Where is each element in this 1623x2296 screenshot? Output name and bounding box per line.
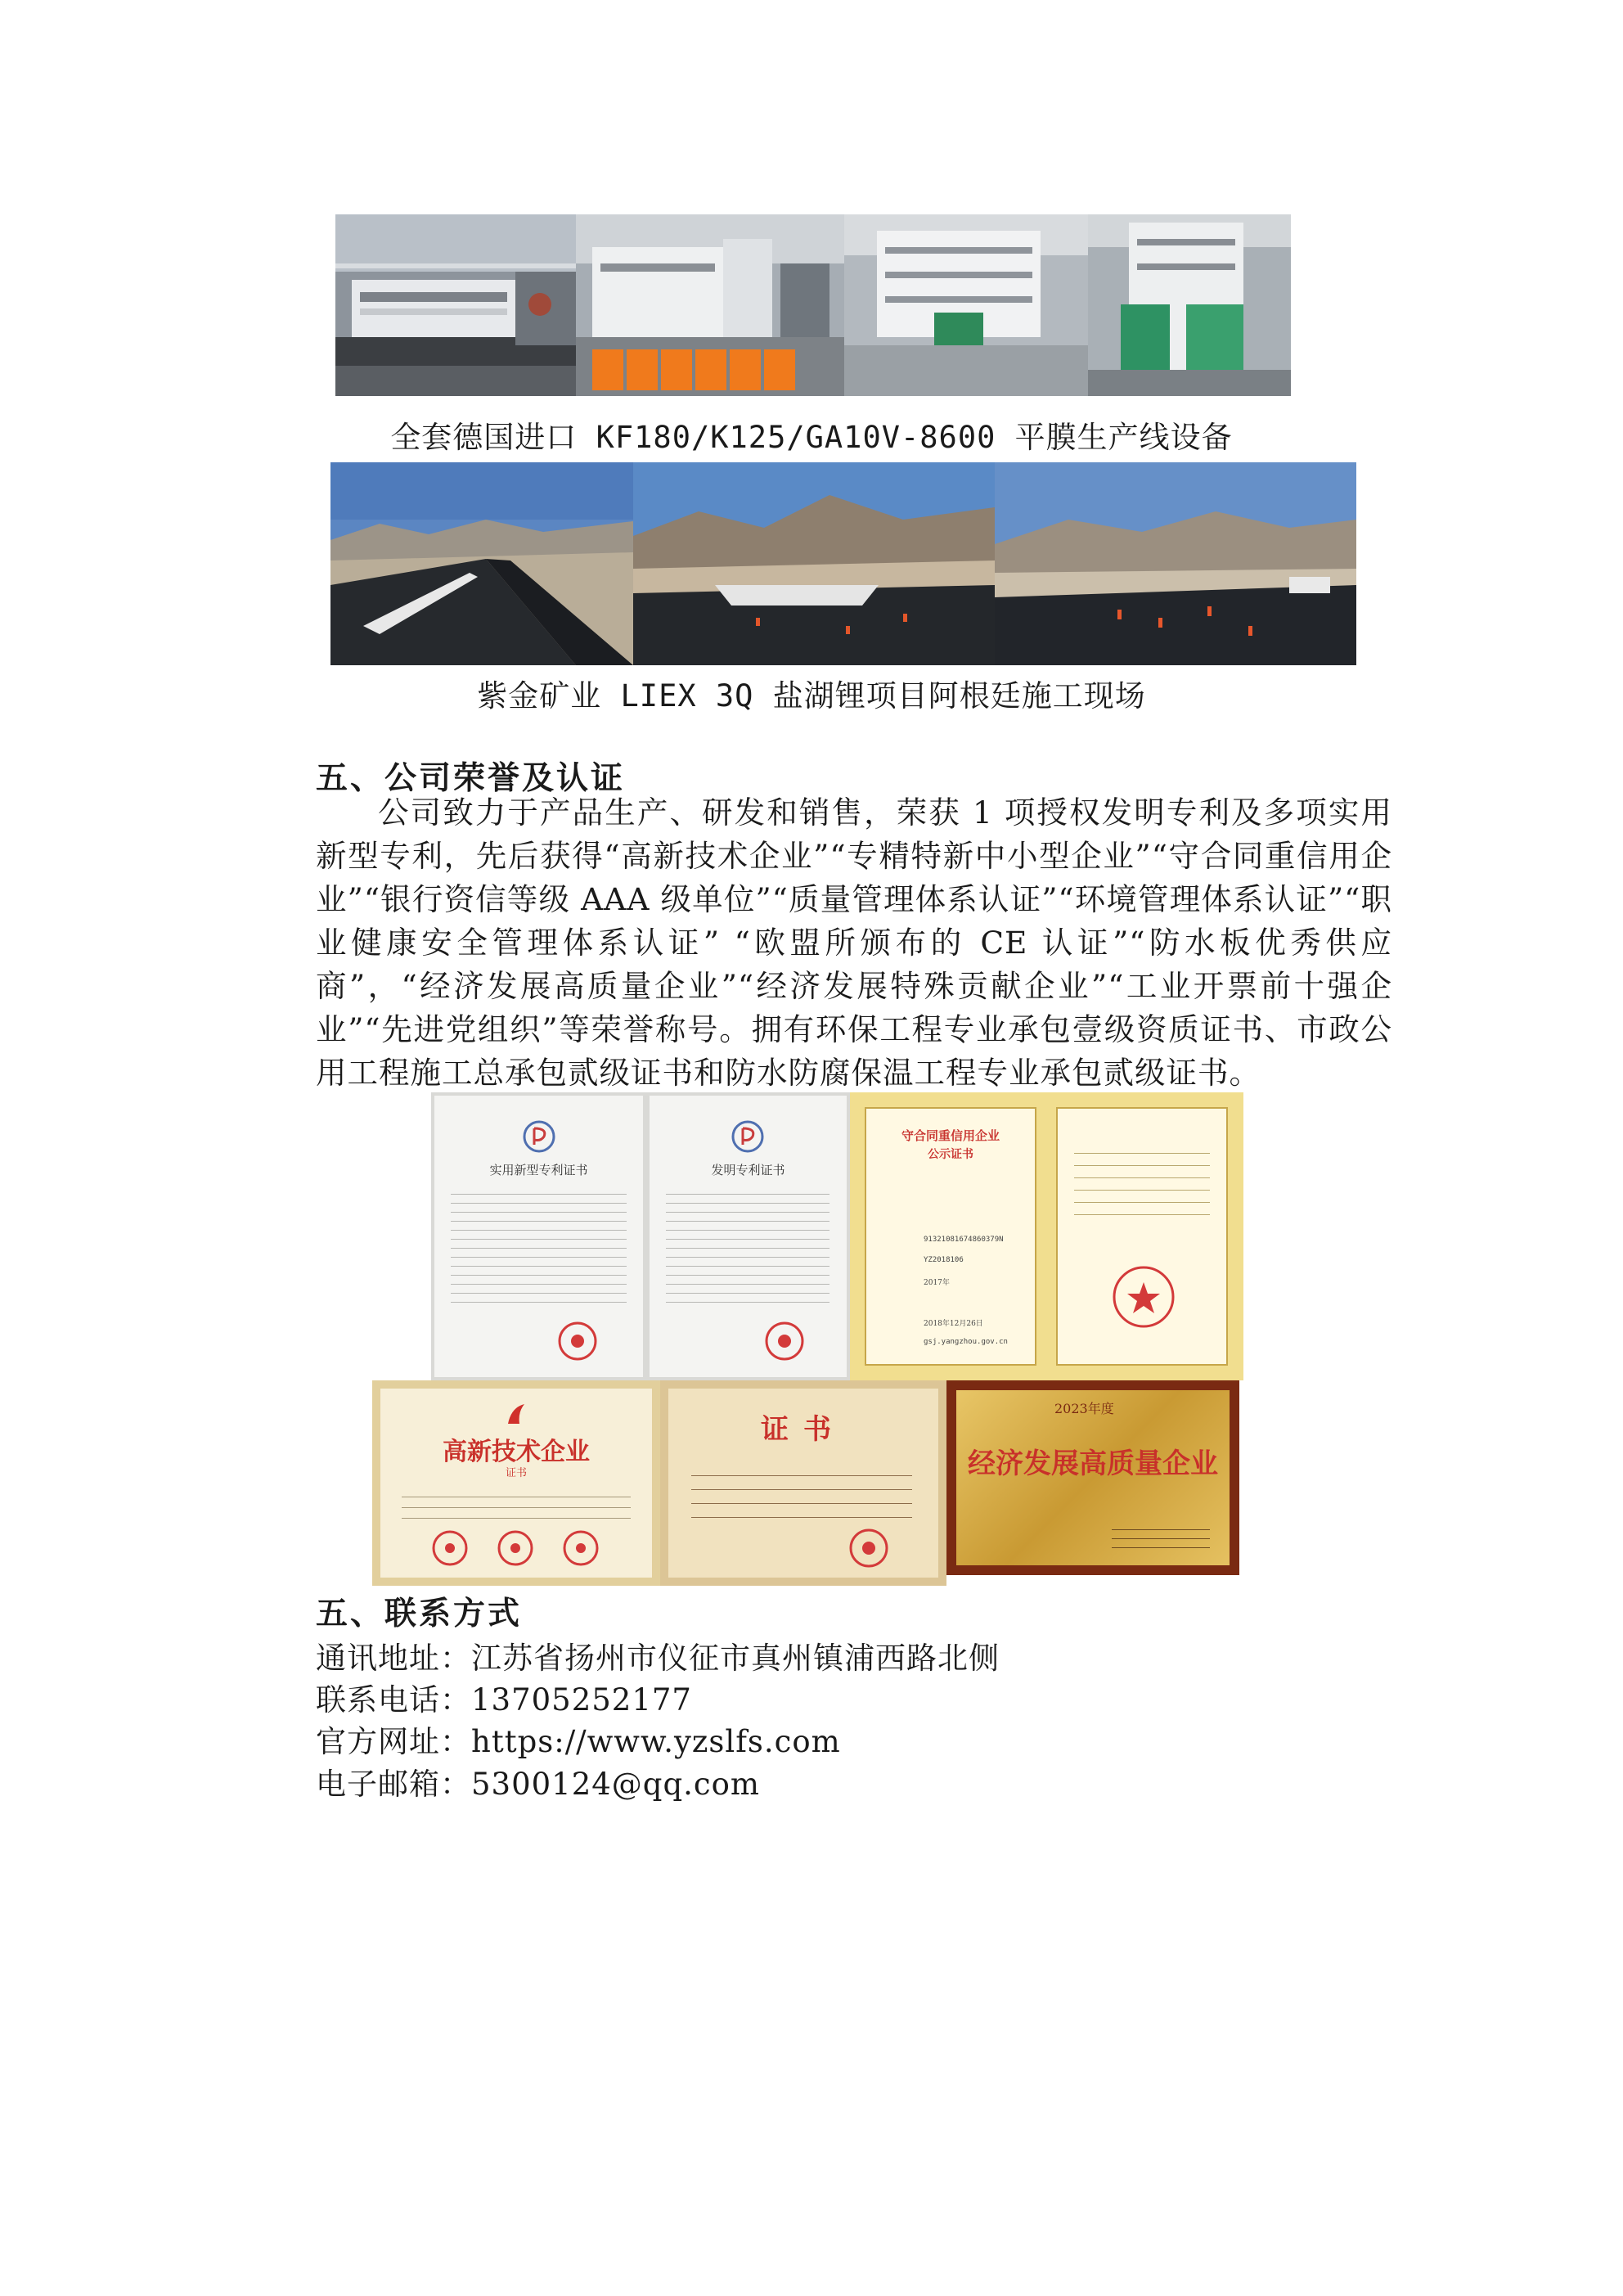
certificate-text-lines xyxy=(402,1487,631,1519)
credit-year: 2017年 xyxy=(924,1279,950,1287)
official-seal-icon xyxy=(557,1321,598,1362)
economic-plaque xyxy=(946,1380,1239,1575)
contact-heading: 五、联系方式 xyxy=(316,1596,523,1632)
certificate-text-lines xyxy=(451,1186,627,1308)
contact-phone: 联系电话：13705252177 xyxy=(316,1682,692,1717)
credit-date: 2018年12月26日 xyxy=(924,1320,983,1328)
utility-patent-certificate xyxy=(431,1092,646,1380)
site-photo-3 xyxy=(995,462,1356,665)
plaque-title: 经济发展高质量企业 xyxy=(968,1447,1218,1480)
official-seal-icon xyxy=(764,1321,805,1362)
contact-website: 官方网址：https://www.yzslfs.com xyxy=(316,1724,841,1759)
official-seal-icon xyxy=(848,1528,889,1569)
certificate-text-lines xyxy=(666,1186,829,1308)
hightech-certificate xyxy=(372,1380,660,1586)
invention-patent-certificate xyxy=(646,1092,850,1380)
equipment-caption: 全套德国进口 KF180/K125/GA10V-8600 平膜生产线设备 xyxy=(390,420,1233,455)
patent-logo-icon xyxy=(523,1120,555,1153)
credit-certificate xyxy=(850,1092,1243,1380)
contact-email: 电子邮箱：5300124@qq.com xyxy=(316,1767,760,1802)
credit-title: 守合同重信用企业 xyxy=(901,1128,1000,1143)
site-photo-1 xyxy=(330,462,633,665)
site-photo-2 xyxy=(633,462,995,665)
honors-heading: 五、公司荣誉及认证 xyxy=(316,760,626,797)
plaque-text-lines xyxy=(1112,1521,1210,1549)
contact-address: 通讯地址：江苏省扬州市仪征市真州镇浦西路北侧 xyxy=(316,1641,1000,1676)
equipment-photo-1 xyxy=(335,214,576,396)
certificate-text-lines xyxy=(1074,1141,1210,1215)
invention-patent-title: 发明专利证书 xyxy=(711,1163,785,1177)
credit-cert-no: YZ2018106 xyxy=(924,1256,964,1264)
credit-code: 91321081674860379N xyxy=(924,1236,1004,1244)
hightech-logo-icon xyxy=(503,1401,529,1427)
equipment-photo-3 xyxy=(844,214,1088,396)
credit-site: gsj.yangzhou.gov.cn xyxy=(924,1338,1008,1346)
site-caption: 紫金矿业 LIEX 3Q 盐湖锂项目阿根廷施工现场 xyxy=(477,678,1146,714)
credit-subtitle: 公示证书 xyxy=(928,1148,973,1161)
hightech-subtitle: 证书 xyxy=(505,1467,527,1479)
certificate-title: 证书 xyxy=(761,1413,846,1446)
specialized-certificate xyxy=(660,1380,946,1586)
official-seal-icon xyxy=(1111,1264,1176,1330)
plaque-gold-panel xyxy=(956,1390,1230,1565)
hightech-title: 高新技术企业 xyxy=(443,1438,590,1466)
certificate-text-lines xyxy=(691,1462,912,1528)
official-seals-icon xyxy=(429,1528,601,1569)
equipment-photo-2 xyxy=(576,214,844,396)
credit-right-page xyxy=(1056,1107,1228,1366)
honors-paragraph: 公司致力于产品生产、研发和销售，荣获 1 项授权发明专利及多项实用新型专利，先后获得“高新技术企业”“专精特新中小型企业”“守合同重信用企业”“银行资信等级 AAA 级单位”“质量管理体系认证”“环境管理体系认证”“职业健康安全管理体系认证” “欧盟所颁布的 CE 认证”“防水板优秀供应商”，“经济发展高质量企业”“经济发展特殊贡献企业”“工业开票前十强企业”“先进党组织”等荣誉称号。拥有环保工程专业承包壹级资质证书、市政公用工程施工总承包贰级证书和防水防腐保温工程专业承包贰级证书。 xyxy=(316,795,1392,1091)
equipment-photo-4 xyxy=(1088,214,1291,396)
utility-patent-title: 实用新型专利证书 xyxy=(489,1163,588,1177)
patent-logo-icon xyxy=(731,1120,764,1153)
plaque-year: 2023年度 xyxy=(1054,1401,1114,1416)
credit-left-page xyxy=(865,1107,1036,1366)
